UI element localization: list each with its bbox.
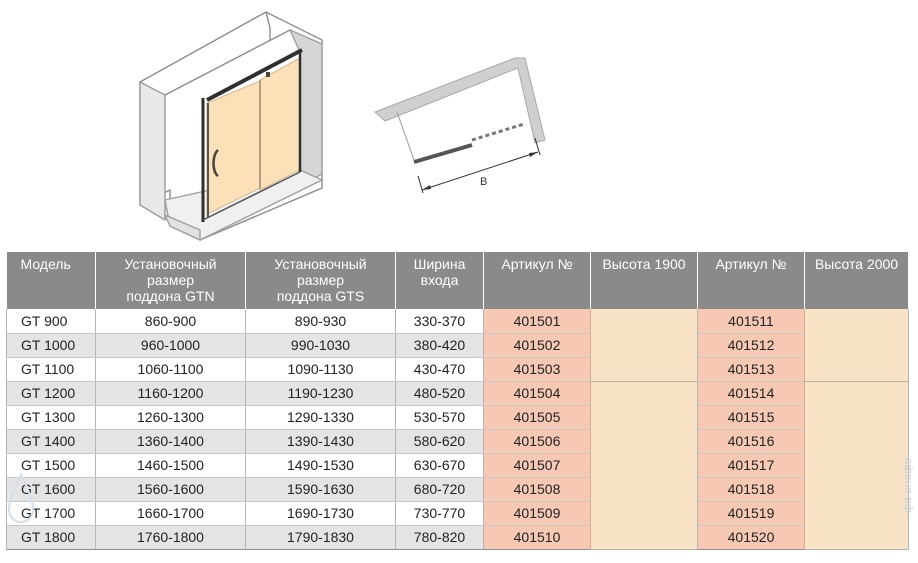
cell-article-2000: 401517	[698, 453, 805, 477]
cell-gts: 1290-1330	[246, 405, 396, 429]
cell-article-1900: 401503	[484, 357, 591, 381]
cell-model: GT 1400	[7, 429, 96, 453]
cell-model: GT 1000	[7, 333, 96, 357]
cell-gtn: 1560-1600	[96, 477, 246, 501]
header-gts-size	[246, 252, 396, 309]
cell-article-1900: 401508	[484, 477, 591, 501]
table-row	[7, 405, 909, 429]
header-gts-line-3: поддона GTS	[276, 288, 365, 304]
cell-gtn: 1360-1400	[96, 429, 246, 453]
cell-model: GT 1200	[7, 381, 96, 405]
table-row	[7, 357, 909, 381]
cell-width: 680-720	[396, 477, 484, 501]
table-row	[7, 477, 909, 501]
cell-height-2000-group-2	[805, 381, 909, 549]
cell-gts: 1390-1430	[246, 429, 396, 453]
cell-article-2000: 401511	[698, 309, 805, 333]
cell-gtn: 860-900	[96, 309, 246, 333]
cell-model: GT 1500	[7, 453, 96, 477]
watermark-drop-logo	[6, 470, 36, 530]
cell-width: 380-420	[396, 333, 484, 357]
cell-width: 780-820	[396, 525, 484, 549]
cell-model: GT 900	[7, 309, 96, 333]
cell-article-2000: 401512	[698, 333, 805, 357]
cell-gtn: 960-1000	[96, 333, 246, 357]
cell-gts: 1790-1830	[246, 525, 396, 549]
cell-article-2000: 401514	[698, 381, 805, 405]
cell-width: 530-570	[396, 405, 484, 429]
cell-width: 480-520	[396, 381, 484, 405]
header-gtn-line-2: размер	[146, 272, 195, 288]
header-entry-width	[396, 252, 484, 309]
header-gtn-line-3: поддона GTN	[126, 288, 215, 304]
cell-gts: 1590-1630	[246, 477, 396, 501]
cell-article-1900: 401501	[484, 309, 591, 333]
cell-gtn: 1260-1300	[96, 405, 246, 429]
cell-height-2000-group-1	[805, 309, 909, 381]
cell-model: GT 1100	[7, 357, 96, 381]
cell-article-1900: 401509	[484, 501, 591, 525]
cell-article-2000: 401519	[698, 501, 805, 525]
header-article-1900: Артикул №	[484, 252, 591, 309]
shower-door-illustration	[0, 0, 918, 250]
table-row	[7, 333, 909, 357]
header-width-line-2: входа	[420, 272, 459, 288]
cell-model: GT 1600	[7, 477, 96, 501]
cell-gtn: 1760-1800	[96, 525, 246, 549]
specifications-table	[6, 252, 909, 550]
cell-article-1900: 401507	[484, 453, 591, 477]
cell-gtn: 1060-1100	[96, 357, 246, 381]
cell-height-1900-group-2	[591, 381, 698, 549]
header-height-2000: Высота 2000	[805, 252, 909, 309]
header-gts-line-2: размер	[296, 272, 345, 288]
header-height-1900: Высота 1900	[591, 252, 698, 309]
header-article-2000: Артикул №	[698, 252, 805, 309]
cell-gts: 1190-1230	[246, 381, 396, 405]
cell-width: 430-470	[396, 357, 484, 381]
top-view-plan-drawing	[375, 58, 545, 193]
cell-gtn: 1660-1700	[96, 501, 246, 525]
cell-model: GT 1800	[7, 525, 96, 549]
cell-article-1900: 401505	[484, 405, 591, 429]
table-row	[7, 453, 909, 477]
cell-article-1900: 401506	[484, 429, 591, 453]
cell-width: 580-620	[396, 429, 484, 453]
cell-gts: 890-930	[246, 309, 396, 333]
cell-article-1900: 401510	[484, 525, 591, 549]
cell-gts: 990-1030	[246, 333, 396, 357]
cell-width: 330-370	[396, 309, 484, 333]
dimension-label: B	[480, 176, 488, 188]
table-row	[7, 309, 909, 333]
header-gts-line-1: Установочный	[274, 256, 367, 272]
header-gtn-line-1: Установочный	[124, 256, 217, 272]
cell-article-1900: 401504	[484, 381, 591, 405]
cell-article-2000: 401515	[698, 405, 805, 429]
cell-gts: 1690-1730	[246, 501, 396, 525]
header-width-line-1: Ширина	[413, 256, 466, 272]
table-row	[7, 429, 909, 453]
watermark-text: афоня.рф	[902, 458, 914, 514]
table-row	[7, 525, 909, 549]
cell-height-1900-group-1	[591, 309, 698, 381]
table-row	[7, 501, 909, 525]
cell-article-2000: 401518	[698, 477, 805, 501]
cell-article-2000: 401520	[698, 525, 805, 549]
table-row	[7, 381, 909, 405]
cell-model: GT 1700	[7, 501, 96, 525]
cell-model: GT 1300	[7, 405, 96, 429]
cell-article-1900: 401502	[484, 333, 591, 357]
cell-gtn: 1460-1500	[96, 453, 246, 477]
table-header-row	[7, 252, 909, 309]
cell-width: 730-770	[396, 501, 484, 525]
header-model: Модель	[7, 252, 96, 309]
cell-article-2000: 401513	[698, 357, 805, 381]
cell-gts: 1090-1130	[246, 357, 396, 381]
cell-article-2000: 401516	[698, 429, 805, 453]
cell-gtn: 1160-1200	[96, 381, 246, 405]
cell-width: 630-670	[396, 453, 484, 477]
header-gtn-size	[96, 252, 246, 309]
cell-gts: 1490-1530	[246, 453, 396, 477]
